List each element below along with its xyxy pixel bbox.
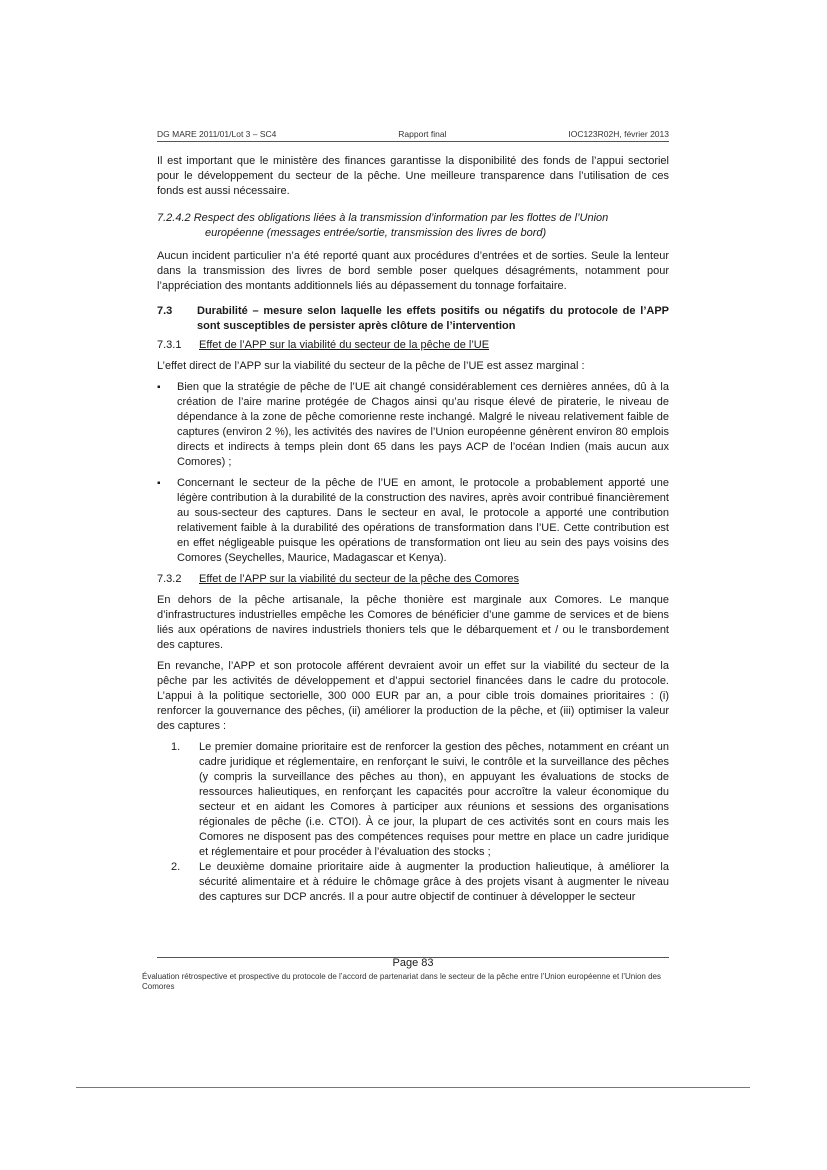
document-body	[157, 154, 669, 905]
section-732-paragraph-2: En revanche, l’APP et son protocole afférent devraient avoir un effet sur la viabilité du secteur de la pêche par les activités de développement et d’appui sectoriel financées dans le cadre du protocole. L’appui à la politique sectorielle, 300 000 EUR par an, a pour cible trois domaines prioritaires : (i) renforcer la gouvernance des pêches, (ii) améliorer la production de la pêche, et (iii) optimiser la valeur des captures :	[157, 660, 669, 732]
section-731-bullet-list	[157, 380, 669, 566]
intro-paragraph: Il est important que le ministère des finances garantisse la disponibilité des fonds de l’appui sectoriel pour le développement du secteur de la pêche. Une meilleure transparence dans l’utilisation de ces fonds est aussi nécessaire.	[157, 155, 669, 197]
footer-note: Évaluation rétrospective et prospective du protocole de l’accord de partenariat dans le secteur de la pêche entre l’Union européenne et l’Union des Comores	[142, 972, 661, 991]
page-header	[157, 129, 669, 139]
header-right: IOC123R02H, février 2013	[568, 129, 669, 139]
section-732-heading	[157, 572, 669, 587]
page-bottom-divider	[76, 1087, 750, 1088]
section-7242-heading	[157, 211, 669, 241]
section-731-intro: L’effet direct de l’APP sur la viabilité du secteur de la pêche de l’UE est assez marginal :	[157, 360, 585, 372]
section-731-heading	[157, 338, 669, 353]
list-item-text: Le premier domaine prioritaire est de renforcer la gestion des pêches, notamment en créant un cadre juridique et réglementaire, en renforçant le suivi, le contrôle et la surveillance des pêches (y compris la surveillance des pêches au thon), en appuyant les évaluations de stocks de ressources halieutiques, en renforçant les capacités pour accroître la valeur économique du secteur et en aidant les Comores à participer aux réunions et sessions des organisations régionales de pêche (i.e. CTOI). À ce jour, la plupart de ces activités sont en cours mais les Comores ne disposent pas des compétences requises pour mettre en place un cadre juridique et réglementaire et pour procéder à l’évaluation des stocks ;	[199, 741, 669, 858]
section-731-number: 7.3.1	[157, 339, 182, 351]
page-number: Page 83	[392, 957, 434, 969]
header-left: DG MARE 2011/01/Lot 3 – SC4	[157, 129, 277, 139]
section-732-title: Effet de l’APP sur la viabilité du secteur de la pêche des Comores	[199, 573, 519, 585]
list-item	[157, 740, 669, 860]
section-7242-title-line2: européenne (messages entrée/sortie, transmission des livres de bord)	[205, 227, 547, 239]
section-73-heading	[157, 304, 669, 334]
list-item	[157, 860, 669, 905]
section-732-paragraph-1: En dehors de la pêche artisanale, la pêche thonière est marginale aux Comores. Le manque d’infrastructures industrielles empêche les Comores de bénéficier d’une gamme de services et de biens liés aux opérations de navires industriels thoniers tels que le débarquement et / ou le transbordement des captures.	[157, 594, 669, 651]
list-item: ▪ Bien que la stratégie de pêche de l’UE ait changé considérablement ces dernières années, dû à la création de l’aire marine protégée de Chagos ainsi qu’au risque élevé de piraterie, le niveau de dépendance à la zone de pêche comorienne reste inchangé. Malgré le niveau relativement faible de captures (environ 2 %), les activités des navires de l’Union européenne génèrent environ 80 emplois directs et indirects à temps plein dont 65 dans les pays ACP de l’océan Indien (mais aucun aux Comores) ;	[157, 380, 669, 470]
list-item-number: 2.	[171, 861, 181, 873]
section-7242-title-line1: Respect des obligations liées à la transmission d’information par les flottes de l’Union	[193, 212, 609, 224]
section-732-numbered-list	[157, 740, 669, 905]
section-73-title: Durabilité – mesure selon laquelle les effets positifs ou négatifs du protocole de l’APP sont susceptibles de persister après clôture de l’intervention	[197, 305, 669, 332]
section-73-number: 7.3	[157, 305, 173, 317]
list-item-text: Le deuxième domaine prioritaire aide à augmenter la production halieutique, à améliorer la sécurité alimentaire et à réduire le chômage grâce à des projets visant à augmenter le niveau des captures sur DCP ancrés. Il a pour autre objectif de continuer à développer le secteur	[199, 861, 669, 903]
section-7242-paragraph: Aucun incident particulier n’a été reporté quant aux procédures d’entrées et de sorties. Seule la lenteur dans la transmission des livres de bord semble poser quelques désagréments, notamment pour l’appréciation des montants additionnels liés au dépassement du tonnage forfaitaire.	[157, 250, 669, 292]
section-7242-number: 7.2.4.2	[157, 212, 191, 224]
list-item-number: 1.	[171, 741, 181, 753]
header-center: Rapport final	[398, 129, 447, 139]
section-732-number: 7.3.2	[157, 573, 182, 585]
section-731-title: Effet de l’APP sur la viabilité du secteur de la pêche de l’UE	[199, 339, 490, 351]
header-divider	[157, 141, 669, 142]
list-item: ▪ Concernant le secteur de la pêche de l’UE en amont, le protocole a probablement apporté une légère contribution à la durabilité de la construction des navires, après avoir contribué financièrement au sous-secteur des captures. Dans le secteur en aval, le protocole a apporté une contribution relativement faible à la durabilité des opérations de transformation dans l’UE. Cette contribution est en effet négligeable puisque les opérations de transformation ont lieu au sein des pays voisins des Comores (Seychelles, Maurice, Madagascar et Kenya).	[157, 476, 669, 566]
